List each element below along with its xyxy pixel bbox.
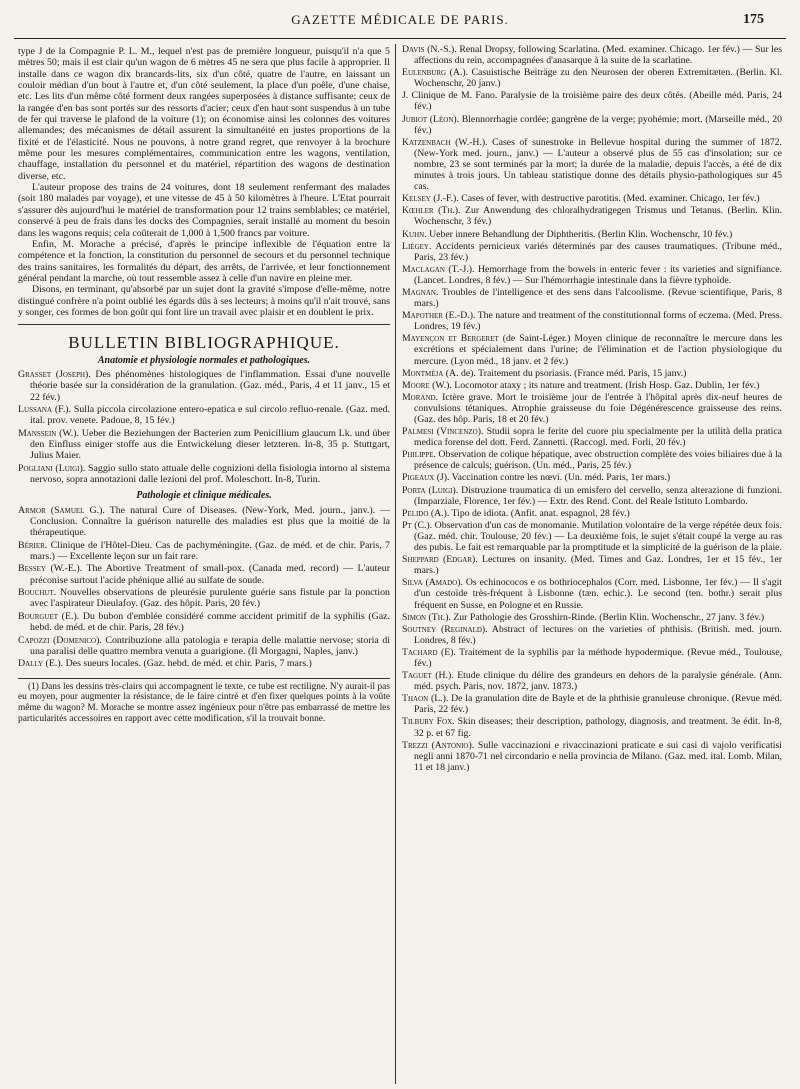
entry-author: Liégey. [402, 240, 432, 252]
bibliography-entry [402, 554, 782, 576]
entry-author: Pt (C.). [402, 519, 433, 531]
entry-text: Studii sopra le ferite del cuore piu specialmente per la utilità della pratica medica forense del dott. Ferd. Zannetti. (Raccogl. med. Forli, 20 fév.) [414, 426, 783, 449]
entry-author: Kuhn. [402, 228, 427, 240]
entry-text: Sulla piccola circolazione entero-epatica e sul circolo refluo-renale. (Gaz. med. ital. prov. venete. Padoue, 8, 15 fév.) [30, 403, 390, 427]
entry-text: Des phénomènes histologiques de l'inflammation. Essai d'une nouvelle théorie basée sur la considération de la granulation. (Gaz. méd., Paris, 4 et 11 janv., 15 et 22 fév.) [30, 368, 390, 403]
bibliography-entry [18, 658, 390, 669]
bibliography-entry [402, 740, 782, 773]
bibliography-entry [402, 426, 782, 448]
entry-text: Ueber innere Behandlung der Diphtheritis. (Berlin Klin. Wochenschr, 10 fév.) [426, 228, 733, 240]
entry-text: Des sueurs locales. (Gaz. hebd. de méd. et chir. Paris, 7 mars.) [63, 658, 312, 670]
entry-author: Simon (Th.). [402, 611, 451, 623]
entry-author: Manssein (W.). [18, 427, 80, 439]
entry-text: Tipo de idiota. (Anfit. anat. espagnol, 28 fév.) [449, 507, 630, 519]
entry-author: Magnan. [402, 286, 439, 298]
bibliography-entry [402, 264, 782, 286]
entry-author: Soutney (Reginald). [402, 623, 488, 635]
entry-text: Casuistische Beiträge zu den Neurosen der oberen Extremitæten. (Berlin. Kl. Wochenschr, 20 janv.) [414, 67, 782, 90]
entry-author: Kelsey (J.-F.). [402, 193, 459, 205]
bibliography-entry [18, 540, 390, 563]
bibliography-entry [402, 380, 782, 391]
entry-text: Observation d'un cas de monomanie. Mutilation volontaire de la verge répétée deux fois. (Gaz. méd. chir. Toulouse, 20 fév.) — La deuxième fois, le sujet s'était coupé la verge au ras des pubis. Le fait est remarquable par la promptitude et la simplicité de la guérison de la plaie. [414, 519, 782, 554]
entry-text: Etude clinique du délire des grandeurs en dehors de la paralysie générale. (Ann. méd. psych. Paris, nov. 1872, janv. 1873.) [414, 670, 782, 693]
entry-text: De la granulation dite de Bayle et de la phthisie granuleuse chronique. (Revue méd. Paris, 22 fév.) [414, 693, 782, 716]
bibliography-entry [402, 472, 782, 483]
entry-text: Nouvelles observations de pleurésie purulente guérie sans fistule par la ponction avec l'aspirateur Dieulafoy. (Gaz. des hôpit. Paris, 20 fév.) [30, 587, 390, 610]
entry-text: Clinique de l'Hôtel-Dieu. Cas de pachyméningite. (Gaz. de méd. et de chir. Paris, 7 mars.) — Excellente leçon sur un fait rare. [30, 539, 390, 563]
entry-text: Locomotor ataxy ; its nature and treatment. (Irish Hosp. Gaz. Dublin, 1er fév.) [451, 379, 760, 391]
bibliography-entry [402, 670, 782, 692]
entry-author: Silva (Amado). [402, 577, 463, 589]
entry-author: Moore (W.). [402, 379, 452, 391]
entry-text: Os echinococos e os bothriocephalos (Corr. med. Lisbonne, 1er fév.) — Il s'agit d'un cestoïde très-fréquent à Lisbonne (tæn. echic.). Le second (ten. bothr.) serait plus fréquent en Susse, en Pologne et en Russie. [414, 577, 782, 611]
entry-author: Bourguet (E.). [18, 610, 80, 622]
left-column [18, 46, 390, 724]
bibliography-entry [18, 369, 390, 403]
entry-text: Contribuzione alla patologia e terapia delle malattie nervose; storia di una paralisi delle quattro membra venuta a guarigione. (Il Morgagni, Naples, janv.) [30, 634, 390, 657]
entry-author: Montméja [402, 367, 444, 379]
paragraph: Enfin, M. Morache a précisé, d'après le principe inflexible de l'équation entre la compétence et la fonction, la constitution du personnel de secours et du personnel technique des trains sanitaires, les formalités du départ, des arrêts, de l'arrivée, et leur fonctionnement général pendant la marche, où tout ressemble assez à celle d'un navire en pleine mer. [18, 238, 390, 284]
bibliography-entry [18, 505, 390, 539]
entry-author: Grasset (Joseph). [18, 368, 91, 380]
entry-text: Blennorrhagie cordée; gangrène de la verge; pyohémie; mort. (Marseille méd., 20 fév.) [414, 113, 782, 136]
paragraph: L'auteur propose des trains de 24 voitures, dont 18 seulement renfermant des malades (soit 180 malades par voyage), et une vitesse de 45 à 50 kilomètres à l'heure. L'Etat pourrait s'assurer dès aujourd'hui le matériel de transformation pour 12 trains semblables; ce matériel, conservé à peu de frais dans les docks des Compagnies, serait installé au moment du besoin dans les wagons requis; cela coûterait de 1,000 à 1,500 francs par voiture. [18, 182, 390, 239]
section-heading: Anatomie et physiologie normales et pathologiques. [97, 354, 311, 366]
bibliography-entry [402, 67, 782, 89]
bibliography-entry [402, 520, 782, 553]
bibliography-list-anatomy [18, 369, 390, 485]
entry-author: J. [402, 90, 409, 102]
entry-text: Ictère grave. Mort le troisième jour de l'entrée à l'hôpital après dix-neuf heures de convulsions tétaniques. Atrophie graisseuse du foie Dégénérescence graisseuse des reins. (Gaz. des hôp. Paris, 18 et 20 fév.) [414, 391, 782, 425]
entry-text: (de Saint-Léger.) Moyen clinique de reconnaître le mercure dans les excrétions et spécialement dans l'urine; de l'élimination et de l'action physiologique du mercure. (Lyon méd., 18 janv. et 2 fév.) [414, 333, 782, 367]
section-heading: Pathologie et clinique médicales. [136, 490, 272, 502]
bibliography-entry [402, 44, 782, 66]
bibliography-entry [402, 716, 782, 738]
bibliography-entry [402, 693, 782, 715]
entry-text: Sulle vaccinazioni e rivaccinazioni praticate e sui casi di vajolo verificatisi negli anni 1870-71 nel circondario e nella provincia de Milano. (Gaz. med. ital. Lomb. Milan, 11 et 18 janv.) [414, 739, 782, 773]
entry-author: Morand. [402, 391, 438, 403]
bibliography-entry [402, 205, 782, 227]
bibliography-entry [402, 90, 782, 112]
bibliography-entry [18, 611, 390, 634]
entry-text: Accidents pernicieux variés déterminés par des causes traumatiques. (Tribune méd., Paris, 23 fév.) [414, 240, 782, 263]
footnote-rule [18, 678, 390, 679]
entry-author: Tilbury Fox. [402, 716, 455, 728]
header-rule [14, 38, 786, 39]
entry-text: Distruzione traumatica di un emisfero del cervello, senza alterazione di funzioni. (Imparziale, Florence, 1er fév.) — Extr. des Rend. Cont. del Reale Istituto Lombardo. [414, 484, 783, 507]
running-title: GAZETTE MÉDICALE DE PARIS. [291, 12, 509, 27]
bibliography-entry [18, 463, 390, 486]
entry-author: Philippe. [402, 449, 436, 461]
entry-author: Maclagan (T.-J.). [402, 263, 475, 275]
bibliography-entry [402, 229, 782, 240]
entry-author: Palmesi (Vincenzo). [402, 426, 484, 438]
entry-author: Taguet (H.). [402, 670, 454, 682]
entry-author: Pigeaux (J). [402, 472, 450, 484]
bibliography-entry [18, 563, 390, 586]
bibliography-entry [402, 612, 782, 623]
section-separator [18, 324, 390, 325]
bibliography-list-continued [402, 44, 782, 773]
bibliography-entry [402, 485, 782, 507]
entry-author: Porta (Luigi). [402, 484, 459, 496]
entry-text: Renal Dropsy, following Scarlatina. (Med. examiner. Chicago. 1er fév.) — Sur les affections du rein, accompagnées d'anasarque à la suite de la scarlatine. [414, 44, 782, 67]
right-column [402, 44, 782, 774]
entry-author: Mayençon et Bergeret [402, 333, 499, 345]
entry-text: Du bubon d'emblée considéré comme accident primitif de la syphilis (Gaz. hebd. de méd. et de chir. Paris, 28 fév.) [30, 610, 390, 634]
entry-author: Capozzi (Domenico). [18, 634, 102, 646]
bibliography-entry [18, 428, 390, 462]
entry-text: The natural Cure of Diseases. (New-York, Med. journ., janv.). — Conclusion. Connaître la guérison naturelle des maladies est plus que la moitié de la thérapeutique. [30, 504, 390, 539]
bibliography-list-pathology [18, 505, 390, 670]
bibliography-entry [402, 508, 782, 519]
entry-text: Zur Anwendung des chloralhydratigegen Trismus und Tetanus. (Berlin. Klin. Wochenschr, 3 fév.) [414, 205, 783, 228]
bibliography-entry [402, 287, 782, 309]
bibliography-entry [402, 647, 782, 669]
column-divider [395, 44, 396, 1084]
bibliography-entry [402, 333, 782, 366]
bibliography-entry [402, 114, 782, 136]
bibliography-entry [402, 241, 782, 263]
entry-text: The nature and treatment of the constitutionnal forms of eczema. (Med. Press. Londres, 19 fév.) [414, 310, 783, 333]
entry-text: Lectures on insanity. (Med. Times and Gaz. Londres, 1er et 15 fév., 1er mars.) [414, 554, 782, 577]
entry-author: Lussana (F.). [18, 403, 72, 415]
bibliography-entry [402, 449, 782, 471]
entry-author: Mapother (E.-D.). [402, 310, 476, 322]
entry-author: Bessey (W.-E.). [18, 563, 83, 575]
entry-text: Observation de colique hépatique, avec obstruction complète des voies biliaires due à la présence de calculs; guérison. (Un. méd., Paris, 25 fév.) [414, 449, 782, 472]
entry-author: Armor (Samuel G.). [18, 504, 105, 516]
entry-author: Sheppard (Edgar). [402, 554, 478, 566]
entry-text: Saggio sullo stato attuale delle cognizioni della fisiologia intorno al sistema nervoso, sopra annotazioni dalle lezioni del prof. Moleschott. In-8, Turin. [30, 462, 390, 486]
entry-author: Bouchut. [18, 587, 57, 599]
entry-text: (A. de). Traitement du psoriasis. (France méd. Paris, 15 janv.) [443, 367, 687, 379]
bibliography-entry [402, 577, 782, 610]
bibliography-entry [18, 404, 390, 427]
entry-text: Troubles de l'intelligence et des sens dans l'alcoolisme. (Revue scientifique, Paris, 8 mars.) [414, 286, 782, 310]
entry-text: Abstract of lectures on the varieties of phthisis. (British. med. journ. Londres, 8 fév.) [414, 623, 782, 646]
entry-author: Katzenbach (W.-H.). [402, 136, 488, 148]
entry-author: Pogliani (Luigi). [18, 462, 86, 474]
bulletin-title: BULLETIN BIBLIOGRAPHIQUE. [68, 333, 340, 353]
entry-text: Cases of sunestroke in Bellevue hospital during the summer of 1872. (New-York med. journ., janv.) — L'auteur a observé plus de 55 cas d'insolation; sur ce nombre, 23 se sont terminés par la mort; la durée de la maladie, depuis l'accès, a été de dix minutes à trois jours. Un tableau statistique donne des détails physio-pathologiques sur 45 cas. [414, 136, 782, 193]
bibliography-entry [18, 587, 390, 610]
entry-text: The Abortive Treatment of small-pox. (Canada med. record) — L'auteur préconise surtout l'acide phénique allié au sulfate de soude. [30, 563, 390, 586]
entry-text: Traitement de la syphilis par la méthode hypodermique. (Revue méd., Toulouse, fév.) [414, 646, 782, 669]
bibliography-entry [402, 137, 782, 192]
entry-text: Hemorrhage from the bowels in enteric fever : its varieties and signifiance. (Lancet. Londres, 8 fév.) — Sur l'hémorrhagie intestinale dans la fièvre typhoïde. [414, 263, 782, 286]
entry-author: Eulenburg (A.). [402, 67, 469, 79]
entry-text: Cases of fever, with destructive parotitis. (Med. examiner. Chicago, 1er fév.) [458, 193, 760, 205]
entry-text: Zur Pathologie des Grosshirn-Rinde. (Berlin Klin. Wochenschr., 27 janv. 3 fév.) [450, 611, 765, 623]
entry-author: Jubiot (Léon). [402, 113, 460, 125]
bibliography-entry [402, 624, 782, 646]
entry-text: Clinique de M. Fano. Paralysie de la troisième paire des deux côtés. (Abeille méd. Paris, 24 fév.) [408, 90, 782, 113]
entry-author: Bérier. [18, 539, 48, 551]
entry-text: Skin diseases; their description, pathology, diagnosis, and treatment. 3e édit. In-8, 32 p. et 67 fig. [414, 716, 782, 739]
paragraph: type J de la Compagnie P. L. M., lequel n'est pas de première longueur, puisqu'il n'a que 5 mètres 50; mais il est clair qu'un wagon de 6 mètres 45 ne sera que plus facile à approprier. Il installe dans ce wagon dix brancards-lits, six d'un côté, quatre de l'autre, en laissant un couloir médian d'un bout à l'autre et, d'un côté seulement, la place d'un poêle, d'une chaise, etc. Les lits d'un même côté forment deux rangées superposées à distance suffisante; ceux de la rangée d'en bas sont portés sur des ressorts d'acier; ceux d'en haut sont suspendus à un tube de fer qui traverse le plafond de la voiture (1); on économise ainsi les colonnes des voitures allemandes; des mécanismes de détail assurent la simultanéité en justes proportions de la fixité et de l'élasticité. Nous ne pouvons, à notre grand regret, que renvoyer à la brochure même pour les mesures complémentaires, communication entre les wagons, ventilation, chauffage, installation du personnel et du matériel, répartition des wagons de destination diverse, etc. [18, 46, 390, 182]
entry-author: Pelido (A.). [402, 507, 450, 519]
entry-author: Tachard (E). [402, 646, 456, 658]
bibliography-entry [402, 310, 782, 332]
entry-author: Kœhler (Th.). [402, 205, 461, 217]
entry-author: Davis (N.-S.). [402, 44, 457, 55]
bibliography-entry [18, 635, 390, 658]
page-number: 175 [743, 12, 764, 27]
entry-text: Ueber die Beziehungen der Bacterien zum Penicillium glaucum Lk. und über den Einfluss einiger stoffe aus die Entwickelung dieser letzteren. In-8, 35 p. Stuttgart, Julius Maier. [30, 427, 390, 462]
entry-author: Trezzi (Antonio). [402, 739, 475, 751]
page-header [0, 12, 800, 34]
paragraph: Disons, en terminant, qu'absorbé par un sujet dont la gravité s'impose d'elle-même, notre distingué confrère n'a point oublié les égards dûs à ses lecteurs; à moins qu'il n'ait trouvé, sans y songer, ces formes de bon goût qui font lire un travail avec plaisir et en doublent le prix. [18, 284, 390, 318]
entry-author: Dally (E.). [18, 658, 64, 670]
bibliography-entry [402, 193, 782, 204]
entry-author: Thaon (L.). [402, 693, 449, 705]
bibliography-entry [402, 368, 782, 379]
bibliography-entry [402, 392, 782, 425]
footnote: (1) Dans les dessins très-clairs qui accompagnent le texte, ce tube est rectiligne. N'y aurait-il pas eu moyen, pour augmenter la résistance, de le faire cintré et d'en fixer quelques points à la voûte même du wagon? M. Morache se montre assez ingénieux pour n'être pas embarrassé de mettre les particularités accessoires en rapport avec cette modification, s'il la trouvait bonne. [18, 681, 390, 724]
entry-text: Vaccination contre les nœvi. (Un. méd. Paris, 1er mars.) [449, 472, 671, 484]
